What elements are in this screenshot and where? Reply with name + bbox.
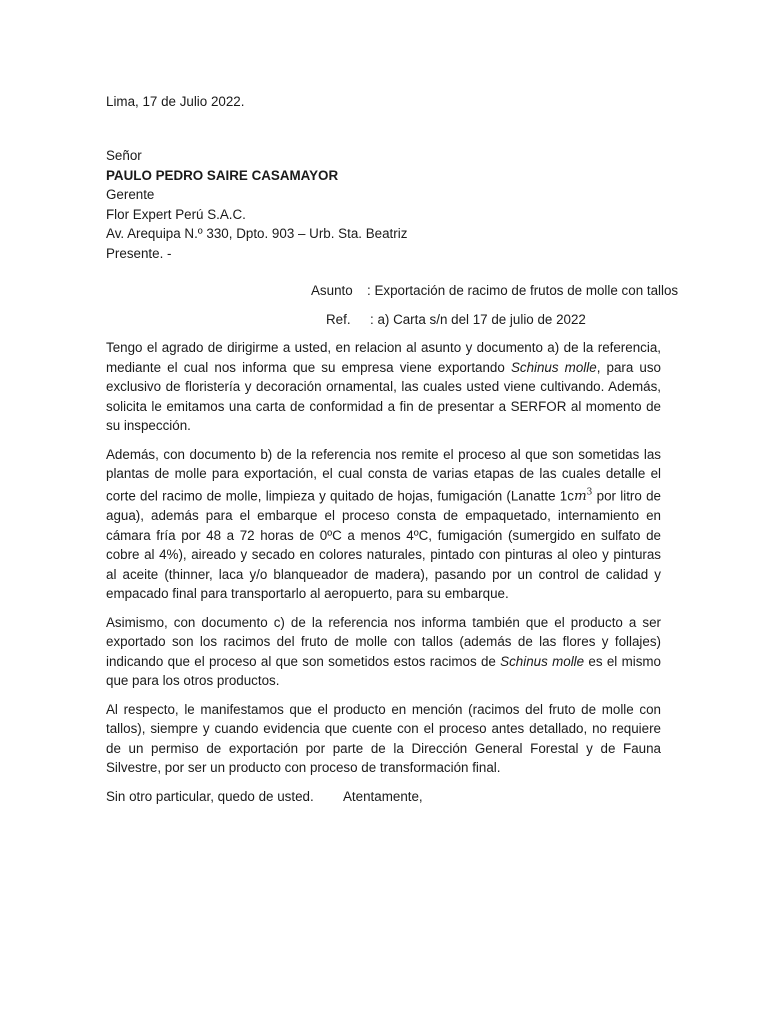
recipient-address: Av. Arequipa N.º 330, Dpto. 903 – Urb. Sta. Beatriz xyxy=(106,226,408,241)
recipient-name: PAULO PEDRO SAIRE CASAMAYOR xyxy=(106,167,339,183)
recipient-company: Flor Expert Perú S.A.C. xyxy=(106,206,246,222)
recipient-presente: Presente. - xyxy=(106,245,172,261)
paragraph-2-text-a: Además, con documento b) de la referencia nos remite el proceso al que son sometidas las plantas de molle para exportación, el cual consta de varias etapas de las cuales detalle el corte del racimo de molle, limpieza y quitado de hojas, fumigación (Lanatte 1c xyxy=(106,446,661,503)
reference-text: : a) Carta s/n del 17 de julio de 2022 xyxy=(370,312,586,327)
species-name: Schinus molle xyxy=(500,653,585,669)
paragraph-3 xyxy=(106,613,661,691)
letter-date: Lima, 17 de Julio 2022. xyxy=(106,94,245,109)
paragraph-2 xyxy=(106,445,661,604)
unit-symbol: m xyxy=(573,488,587,504)
paragraph-2-text-b: por litro de agua), además para el embarque el proceso consta de empaquetado, internamiento en cámara fría por 48 a 72 horas de 0ºC a menos 4ºC, fumigación (sumergido en sulfato de cobre al 4%), aireado y secado en colores naturales, pintado con pinturas al oleo y pinturas al aceite (thinner, laca y/o blanqueador de madera), pasando por un control de calidad y empacado final para transportarlo al aeropuerto, para su embarque. xyxy=(106,487,661,602)
paragraph-1-text-a: Tengo el agrado de dirigirme a usted, en relacion al asunto y documento a) de la referencia, mediante el cual nos informa que su empresa viene exportando xyxy=(106,340,661,375)
paragraph-3-text-b: es el mismo que para los otros productos. xyxy=(106,653,661,689)
recipient-salutation: Señor xyxy=(106,148,142,163)
paragraph-3-text-a: Asimismo, con documento c) de la referencia nos informa también que el producto a ser exportado son los racimos del fruto de molle con tallos (además de las flores y follajes) indicando que el proceso al que son sometidos estos racimos de xyxy=(106,614,661,669)
letter-body xyxy=(106,338,661,815)
species-name: Schinus molle xyxy=(510,359,597,375)
paragraph-1 xyxy=(106,338,661,436)
closing: Atentamente, xyxy=(343,789,423,804)
reference-line xyxy=(326,310,586,330)
recipient-block xyxy=(106,146,407,263)
subject-text: : Exportación de racimo de frutos de molle con tallos xyxy=(367,283,679,298)
paragraph-5: Sin otro particular, quedo de usted. xyxy=(106,788,314,804)
paragraph-4: Al respecto, le manifestamos que el producto en mención (racimos del fruto de molle con tallos), siempre y cuando evidencia que cuente con el proceso antes detallado, no requiere de un permiso de exportación por parte de la Dirección General Forestal y de Fauna Silvestre, por ser un producto con proceso de transformación final. xyxy=(106,701,661,776)
subject-line xyxy=(311,281,678,301)
subject-label: Asunto xyxy=(311,283,353,298)
paragraph-1-text-b: , para uso exclusivo de floristería y decoración ornamental, las cuales usted viene cultivando. Además, solicita le emitamos una carta de conformidad a fin de presentar a SERFOR al momento de su inspección. xyxy=(106,359,662,433)
reference-label: Ref. xyxy=(326,312,351,327)
unit-exponent: 3 xyxy=(586,487,593,498)
recipient-position: Gerente xyxy=(106,187,155,202)
unit-cubic-meter xyxy=(574,489,592,504)
